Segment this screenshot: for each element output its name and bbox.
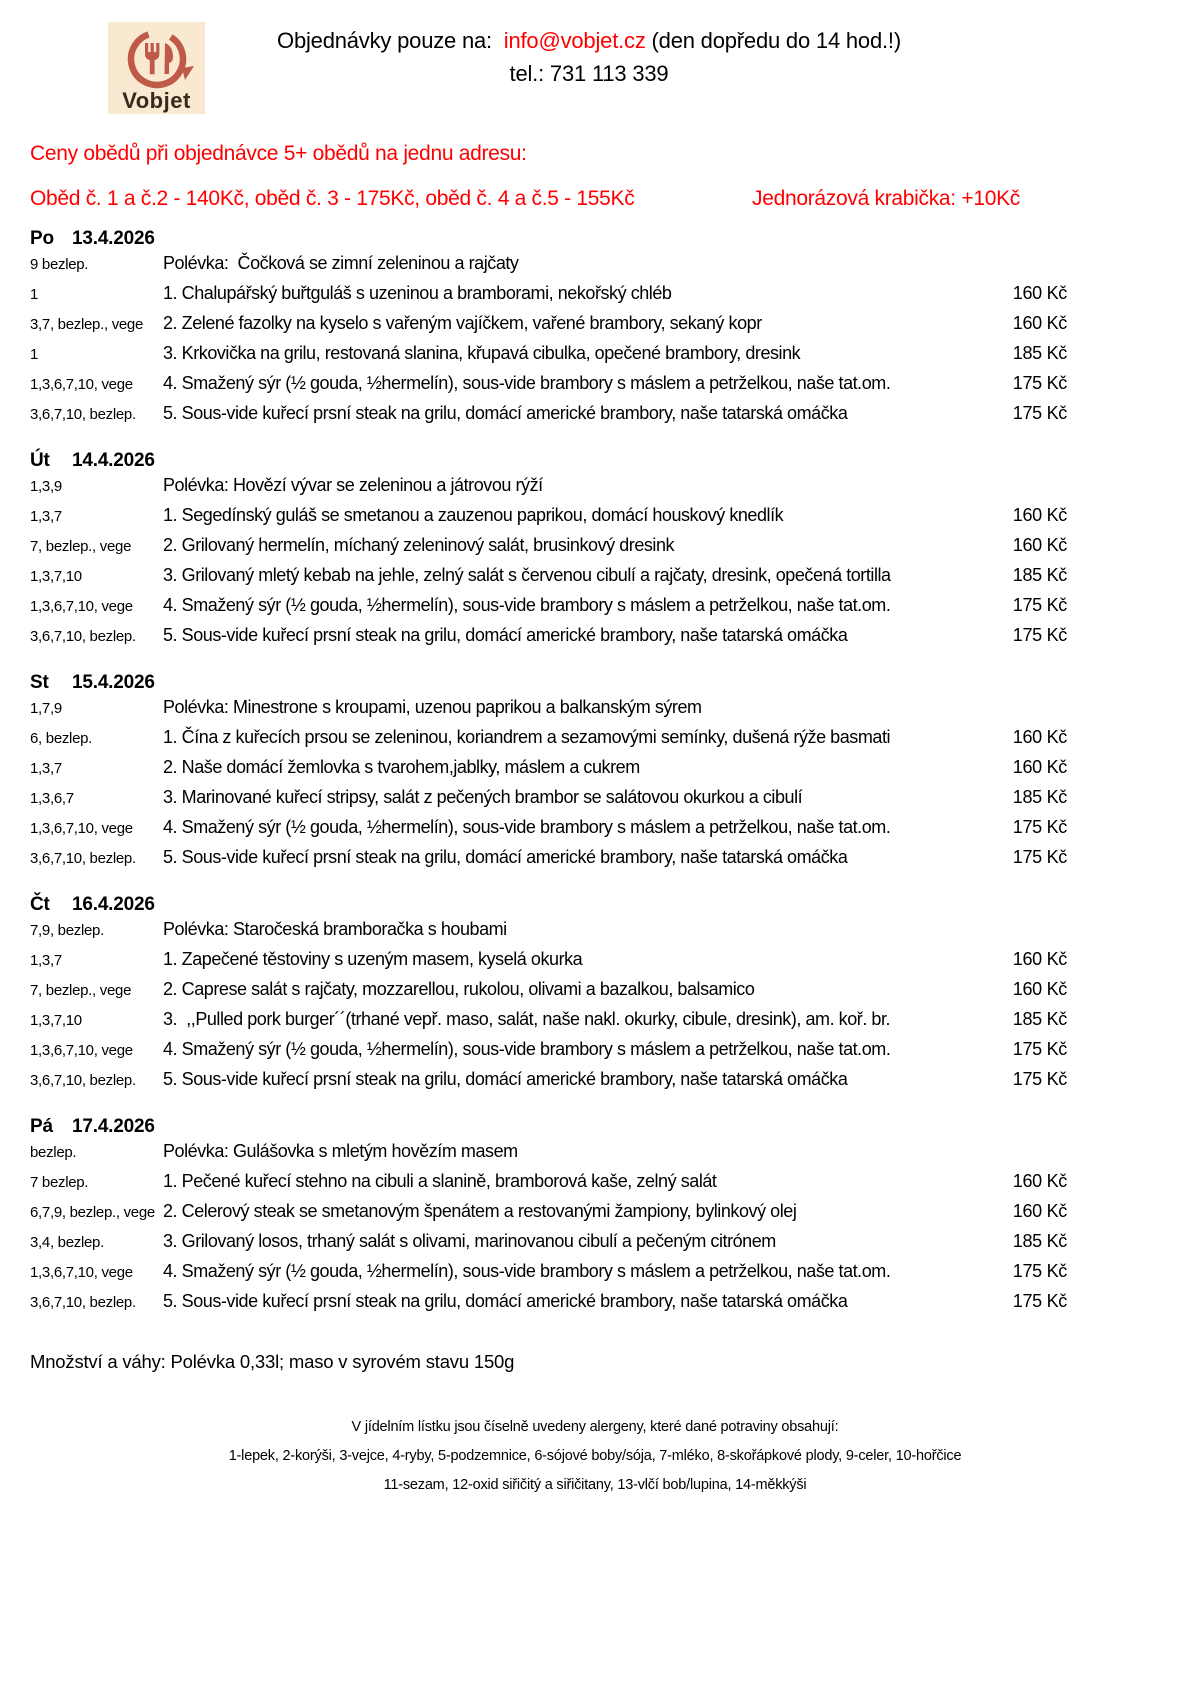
row-allergens: 1,7,9 <box>30 700 62 717</box>
menu-row <box>30 757 1067 787</box>
order-suffix-text: (den dopředu do 14 hod.!) <box>645 28 901 53</box>
row-dish: 4. Smažený sýr (½ gouda, ½hermelín), sous-vide brambory s máslem a petrželkou, naše tat.om. <box>163 817 891 837</box>
menu-row <box>30 1141 1067 1171</box>
row-dish: 3. Marinované kuřecí stripsy, salát z pečených brambor se salátovou okurkou a cibulí <box>163 787 803 807</box>
day-abbr: St <box>30 672 49 693</box>
row-price: 175 Kč <box>1012 373 1067 393</box>
day-date: 15.4.2026 <box>72 672 155 693</box>
day-section <box>30 894 1067 1099</box>
pricing-note-line1: Ceny obědů při objednávce 5+ obědů na jednu adresu: <box>30 142 527 165</box>
row-allergens: bezlep. <box>30 1144 77 1161</box>
row-price: 175 Kč <box>1012 1261 1067 1281</box>
row-allergens: 1,3,6,7,10, vege <box>30 1264 133 1281</box>
day-date: 17.4.2026 <box>72 1116 155 1137</box>
row-allergens: 3,6,7,10, bezlep. <box>30 406 136 423</box>
row-allergens: 1 <box>30 286 39 303</box>
row-price: 175 Kč <box>1012 1069 1067 1089</box>
menu-row <box>30 595 1067 625</box>
menu-row <box>30 727 1067 757</box>
row-price: 160 Kč <box>1012 949 1067 969</box>
allergen-footer <box>0 1413 1190 1500</box>
row-dish: 3. Grilovaný mletý kebab na jehle, zelný salát s červenou cibulí a rajčaty, dresink, opečená tortilla <box>163 565 891 585</box>
row-dish: 5. Sous-vide kuřecí prsní steak na grilu, domácí americké brambory, naše tatarská omáčka <box>163 1069 848 1089</box>
box-price-text: Jednorázová krabička: +10Kč <box>752 187 1020 210</box>
row-allergens: 1,3,6,7,10, vege <box>30 376 133 393</box>
row-allergens: 3,6,7,10, bezlep. <box>30 850 136 867</box>
pricing-notes <box>30 142 1190 211</box>
row-dish: Polévka: Gulášovka s mletým hovězím masem <box>163 1141 518 1161</box>
row-dish: 5. Sous-vide kuřecí prsní steak na grilu, domácí americké brambory, naše tatarská omáčka <box>163 625 848 645</box>
menu-row <box>30 1291 1067 1321</box>
row-allergens: 3,6,7,10, bezlep. <box>30 628 136 645</box>
pricing-note-line2 <box>30 187 1020 211</box>
menu-row <box>30 1171 1067 1201</box>
menu-row <box>30 1261 1067 1291</box>
menu-row <box>30 373 1067 403</box>
row-price: 160 Kč <box>1012 283 1067 303</box>
allergen-heading: V jídelním lístku jsou číselně uvedeny alergeny, které dané potraviny obsahují: <box>351 1419 839 1435</box>
day-header <box>30 228 1067 250</box>
row-allergens: 7, bezlep., vege <box>30 538 132 555</box>
row-allergens: 1,3,9 <box>30 478 62 495</box>
day-abbr: Pá <box>30 1116 53 1137</box>
vobjet-logo <box>108 22 205 114</box>
row-allergens: 1 <box>30 346 39 363</box>
lunch-prices-text: Oběd č. 1 a č.2 - 140Kč, oběd č. 3 - 175Kč, oběd č. 4 a č.5 - 155Kč <box>30 187 635 210</box>
menu-row <box>30 403 1067 433</box>
day-date: 16.4.2026 <box>72 894 155 915</box>
row-dish: 2. Naše domácí žemlovka s tvarohem,jablky, máslem a cukrem <box>163 757 640 777</box>
row-allergens: 1,3,7 <box>30 508 62 525</box>
menu-row <box>30 283 1067 313</box>
row-allergens: 3,6,7,10, bezlep. <box>30 1294 136 1311</box>
menu-row <box>30 697 1067 727</box>
menu-row <box>30 535 1067 565</box>
allergen-list-line1: 1-lepek, 2-korýši, 3-vejce, 4-ryby, 5-podzemnice, 6-sójové boby/sója, 7-mléko, 8-skořápkové plody, 9-celer, 10-hořčice <box>228 1448 962 1464</box>
day-section <box>30 450 1067 655</box>
row-price: 175 Kč <box>1012 625 1067 645</box>
menu-row <box>30 1039 1067 1069</box>
row-allergens: 7 bezlep. <box>30 1174 89 1191</box>
row-allergens: 1,3,7,10 <box>30 1012 82 1029</box>
row-dish: 1. Segedínský guláš se smetanou a zauzenou paprikou, domácí houskový knedlík <box>163 505 784 525</box>
row-price: 175 Kč <box>1012 403 1067 423</box>
row-price: 160 Kč <box>1012 313 1067 333</box>
row-price: 175 Kč <box>1012 1039 1067 1059</box>
day-section <box>30 228 1067 433</box>
row-dish: 1. Čína z kuřecích prsou se zeleninou, koriandrem a sezamovými semínky, dušená rýže basmati <box>163 727 891 747</box>
phone-number: tel.: 731 113 339 <box>509 61 669 86</box>
order-prefix-text: Objednávky pouze na: <box>277 28 504 53</box>
row-dish: 1. Pečené kuřecí stehno na cibuli a slanině, bramborová kaše, zelný salát <box>163 1171 717 1191</box>
row-price: 160 Kč <box>1012 727 1067 747</box>
row-price: 185 Kč <box>1012 565 1067 585</box>
row-dish: 5. Sous-vide kuřecí prsní steak na grilu, domácí americké brambory, naše tatarská omáčka <box>163 403 848 423</box>
row-price: 175 Kč <box>1012 595 1067 615</box>
day-header <box>30 450 1067 472</box>
menu-row <box>30 343 1067 373</box>
row-dish: Polévka: Staročeská bramboračka s houbami <box>163 919 507 939</box>
menu-row <box>30 475 1067 505</box>
order-instructions-line <box>213 28 965 54</box>
row-price: 160 Kč <box>1012 535 1067 555</box>
row-price: 175 Kč <box>1012 847 1067 867</box>
row-allergens: 6, bezlep. <box>30 730 93 747</box>
menu-row <box>30 787 1067 817</box>
menu-row <box>30 313 1067 343</box>
day-abbr: Út <box>30 450 50 471</box>
row-price: 160 Kč <box>1012 505 1067 525</box>
row-allergens: 1,3,6,7,10, vege <box>30 1042 133 1059</box>
day-rows <box>30 475 1067 655</box>
day-date: 13.4.2026 <box>72 228 155 249</box>
row-allergens: 1,3,7,10 <box>30 568 82 585</box>
day-section <box>30 1116 1067 1321</box>
day-date: 14.4.2026 <box>72 450 155 471</box>
row-dish: 2. Zelené fazolky na kyselo s vařeným vajíčkem, vařené brambory, sekaný kopr <box>163 313 762 333</box>
row-allergens: 6,7,9, bezlep., vege <box>30 1204 155 1221</box>
header-contact-block <box>205 22 965 87</box>
row-allergens: 1,3,7 <box>30 952 62 969</box>
menu-days <box>30 228 1067 1321</box>
day-header <box>30 894 1067 916</box>
row-dish: 4. Smažený sýr (½ gouda, ½hermelín), sous-vide brambory s máslem a petrželkou, naše tat.om. <box>163 373 891 393</box>
quantities-note: Množství a váhy: Polévka 0,33l; maso v syrovém stavu 150g <box>30 1351 515 1372</box>
row-allergens: 1,3,6,7 <box>30 790 74 807</box>
menu-row <box>30 1069 1067 1099</box>
day-abbr: Po <box>30 228 54 249</box>
menu-row <box>30 847 1067 877</box>
row-dish: 5. Sous-vide kuřecí prsní steak na grilu, domácí americké brambory, naše tatarská omáčka <box>163 847 848 867</box>
row-dish: 5. Sous-vide kuřecí prsní steak na grilu, domácí americké brambory, naše tatarská omáčka <box>163 1291 848 1311</box>
menu-row <box>30 1201 1067 1231</box>
row-dish: 4. Smažený sýr (½ gouda, ½hermelín), sous-vide brambory s máslem a petrželkou, naše tat.om. <box>163 595 891 615</box>
row-allergens: 3,6,7,10, bezlep. <box>30 1072 136 1089</box>
day-abbr: Čt <box>30 894 50 915</box>
day-rows <box>30 253 1067 433</box>
row-price: 185 Kč <box>1012 1009 1067 1029</box>
row-dish: 1. Zapečené těstoviny s uzeným masem, kyselá okurka <box>163 949 583 969</box>
row-dish: 3. Grilovaný losos, trhaný salát s olivami, marinovanou cibulí a pečeným citrónem <box>163 1231 776 1251</box>
fork-knife-circle-icon <box>112 26 202 92</box>
menu-row <box>30 1231 1067 1261</box>
menu-row <box>30 919 1067 949</box>
menu-row <box>30 505 1067 535</box>
row-allergens: 1,3,6,7,10, vege <box>30 820 133 837</box>
row-dish: 3. Krkovička na grilu, restovaná slanina, křupavá cibulka, opečené brambory, dresink <box>163 343 801 363</box>
day-header <box>30 1116 1067 1138</box>
row-price: 160 Kč <box>1012 979 1067 999</box>
menu-row <box>30 565 1067 595</box>
day-rows <box>30 697 1067 877</box>
row-price: 185 Kč <box>1012 787 1067 807</box>
menu-row <box>30 979 1067 1009</box>
row-price: 160 Kč <box>1012 1201 1067 1221</box>
row-allergens: 3,4, bezlep. <box>30 1234 104 1251</box>
day-rows <box>30 919 1067 1099</box>
row-allergens: 1,3,6,7,10, vege <box>30 598 133 615</box>
day-rows <box>30 1141 1067 1321</box>
row-dish: 3. ,,Pulled pork burger´´(trhané vepř. maso, salát, naše nakl. okurky, cibule, dresink), am. koř. br. <box>163 1009 891 1029</box>
day-section <box>30 672 1067 877</box>
row-dish: 2. Celerový steak se smetanovým špenátem a restovanými žampiony, bylinkový olej <box>163 1201 797 1221</box>
menu-row <box>30 253 1067 283</box>
document-header <box>0 22 1190 114</box>
row-price: 185 Kč <box>1012 343 1067 363</box>
row-price: 175 Kč <box>1012 817 1067 837</box>
row-dish: 4. Smažený sýr (½ gouda, ½hermelín), sous-vide brambory s máslem a petrželkou, naše tat.om. <box>163 1039 891 1059</box>
row-dish: Polévka: Čočková se zimní zeleninou a rajčaty <box>163 253 519 273</box>
row-allergens: 9 bezlep. <box>30 256 89 273</box>
email-link[interactable]: info@vobjet.cz <box>503 28 646 53</box>
row-dish: 4. Smažený sýr (½ gouda, ½hermelín), sous-vide brambory s máslem a petrželkou, naše tat.om. <box>163 1261 891 1281</box>
row-price: 175 Kč <box>1012 1291 1067 1311</box>
day-header <box>30 672 1067 694</box>
row-price: 160 Kč <box>1012 1171 1067 1191</box>
row-dish: 1. Chalupářský buřtguláš s uzeninou a bramborami, nekořský chléb <box>163 283 672 303</box>
menu-row <box>30 1009 1067 1039</box>
row-allergens: 3,7, bezlep., vege <box>30 316 144 333</box>
row-allergens: 7,9, bezlep. <box>30 922 104 939</box>
menu-row <box>30 625 1067 655</box>
row-dish: Polévka: Hovězí vývar se zeleninou a játrovou rýží <box>163 475 543 495</box>
logo-text: Vobjet <box>122 88 191 113</box>
row-dish: Polévka: Minestrone s kroupami, uzenou paprikou a balkanským sýrem <box>163 697 702 717</box>
row-allergens: 7, bezlep., vege <box>30 982 132 999</box>
allergen-list-line2: 11-sezam, 12-oxid siřičitý a siřičitany, 13-vlčí bob/lupina, 14-měkkýši <box>383 1477 807 1493</box>
row-dish: 2. Grilovaný hermelín, míchaný zeleninový salát, brusinkový dresink <box>163 535 675 555</box>
row-price: 185 Kč <box>1012 1231 1067 1251</box>
menu-row <box>30 817 1067 847</box>
row-allergens: 1,3,7 <box>30 760 62 777</box>
menu-row <box>30 949 1067 979</box>
row-price: 160 Kč <box>1012 757 1067 777</box>
row-dish: 2. Caprese salát s rajčaty, mozzarellou, rukolou, olivami a bazalkou, balsamico <box>163 979 755 999</box>
